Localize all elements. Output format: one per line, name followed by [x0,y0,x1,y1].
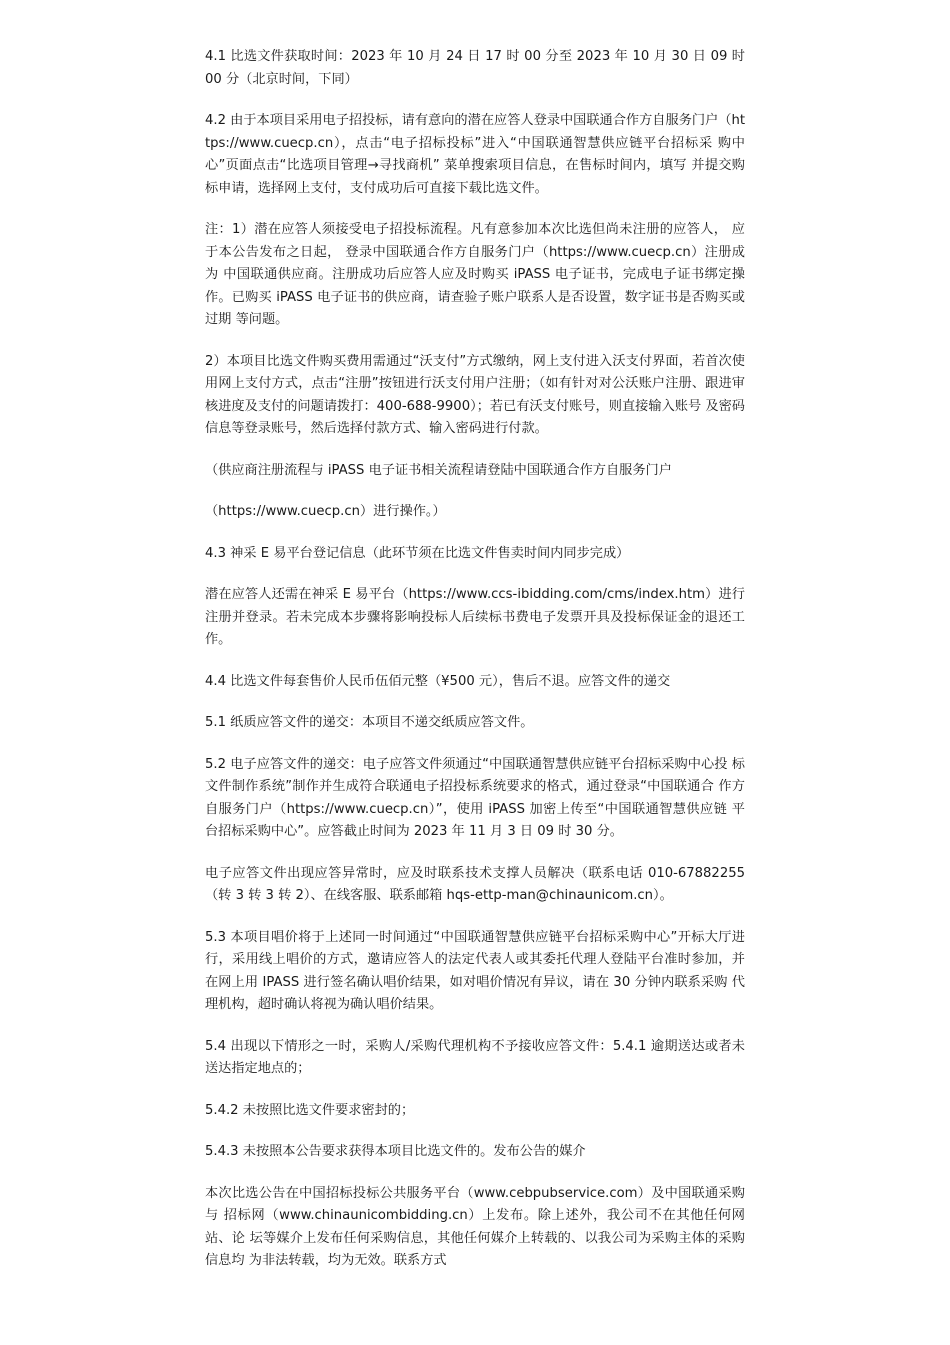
para-note-2-payment: 2）本项目比选文件购买费用需通过“沃支付”方式缴纳，网上支付进入沃支付界面，若首次使用网上支付方式，点击“注册”按钮进行沃支付用户注册；（如有针对对公沃账户注册、跟进审核进度及支付的问题请拨打：400-688-9900）；若已有沃支付账号，则直接输入账号 及密码信息等登录账号，然后选择付款方式、输入密码进行付款。 [205,353,745,436]
para-5-4-2-seal: 5.4.2 未按照比选文件要求密封的； [205,1102,415,1118]
para-5-4-3-not-obtained: 5.4.3 未按照本公告要求获得本项目比选文件的。发布公告的媒介 [205,1144,586,1159]
para-5-4-rejection: 5.4 出现以下情形之一时，采购人/采购代理机构不予接收应答文件：5.4.1 逾期送达或者未送达指定地点的； [205,1038,745,1076]
para-5-1-paper-submission: 5.1 纸质应答文件的递交：本项目不递交纸质应答文件。 [205,715,534,730]
para-technical-support: 电子应答文件出现应答异常时，应及时联系技术支撑人员解决（联系电话 010-67882255（转 3 转 3 转 2）、在线客服、联系邮箱 hqs-ettp-man@chinaunicom.cn）。 [205,865,745,903]
para-5-2-electronic-submission: 5.2 电子应答文件的递交：电子应答文件须通过“中国联通智慧供应链平台招标采购中心投 标文件制作系统”制作并生成符合联通电子招投标系统要求的格式，通过登录“中国联通合 作方自服务门户（https://www.cuecp.cn）”，使用 iPASS 加密上传至“中国联通智慧供应链 平台招标采购中心”。应答截止时间为 2023 年 11 月 3 日 09 时 30 分。 [205,756,745,839]
para-ipass-process-line-1: （供应商注册流程与 iPASS 电子证书相关流程请登陆中国联通合作方自服务门户 [205,462,672,478]
para-publication-media: 本次比选公告在中国招标投标公共服务平台（www.cebpubservice.com）及中国联通采购与 招标网（www.chinaunicombidding.cn）上发布。除上述外，我公司不在其他任何网站、论 坛等媒介上发布任何采购信息，其他任何媒介上转载的、以我公司为采购主体的采购信息均 为非法转载，均为无效。联系方式 [205,1185,745,1268]
para-5-3-price-reading: 5.3 本项目唱价将于上述同一时间通过“中国联通智慧供应链平台招标采购中心”开标大厅进行，采用线上唱价的方式，邀请应答人的法定代表人或其委托代理人登陆平台准时参加，并在网上用 IPASS 进行签名确认唱价结果，如对唱价情况有异议，请在 30 分钟内联系采购 代理机构，超时确认将视为确认唱价结果。 [205,929,745,1012]
para-4-1-acquisition-time: 4.1 比选文件获取时间：2023 年 10 月 24 日 17 时 00 分至 2023 年 10 月 30 日 09 时 00 分（北京时间，下同） [205,49,745,87]
para-note-1-registration: 注：1）潜在应答人须接受电子招投标流程。凡有意参加本次比选但尚未注册的应答人， 应 于本公告发布之日起， 登录中国联通合作方自服务门户（https://www.cuecp.cn）注册成为 中国联通供应商。注册成功后应答人应及时购买 iPASS 电子证书，完成电子证书绑定操作。已购买 iPASS 电子证书的供应商，请查验子账户联系人是否设置，数字证书是否购买或过期 等问题。 [205,222,745,327]
para-ipass-process-line-2: （https://www.cuecp.cn）进行操作。） [205,504,446,519]
para-platform-login: 潜在应答人还需在神采 E 易平台（https://www.ccs-ibidding.com/cms/index.htm）进行注册并登录。若未完成本步骤将影响投标人后续标书费电子发票开具及投标保证金的退还工 作。 [205,587,745,647]
para-4-4-price: 4.4 比选文件每套售价人民币伍佰元整（¥500 元），售后不退。应答文件的递交 [205,673,671,689]
para-4-3-platform-registration: 4.3 神采 E 易平台登记信息（此环节须在比选文件售卖时间内同步完成） [205,545,630,561]
para-4-2-electronic-bidding: 4.2 由于本项目采用电子招投标，请有意向的潜在应答人登录中国联通合作方自服务门户（https://www.cuecp.cn），点击“电子招标投标”进入“中国联通智慧供应链平台招标采 购中心”页面点击“比选项目管理→寻找商机” 菜单搜索项目信息，在售标时间内，填写 并提交购标申请，选择网上支付，支付成功后可直接下载比选文件。 [205,113,745,196]
document-page [205,46,745,1292]
